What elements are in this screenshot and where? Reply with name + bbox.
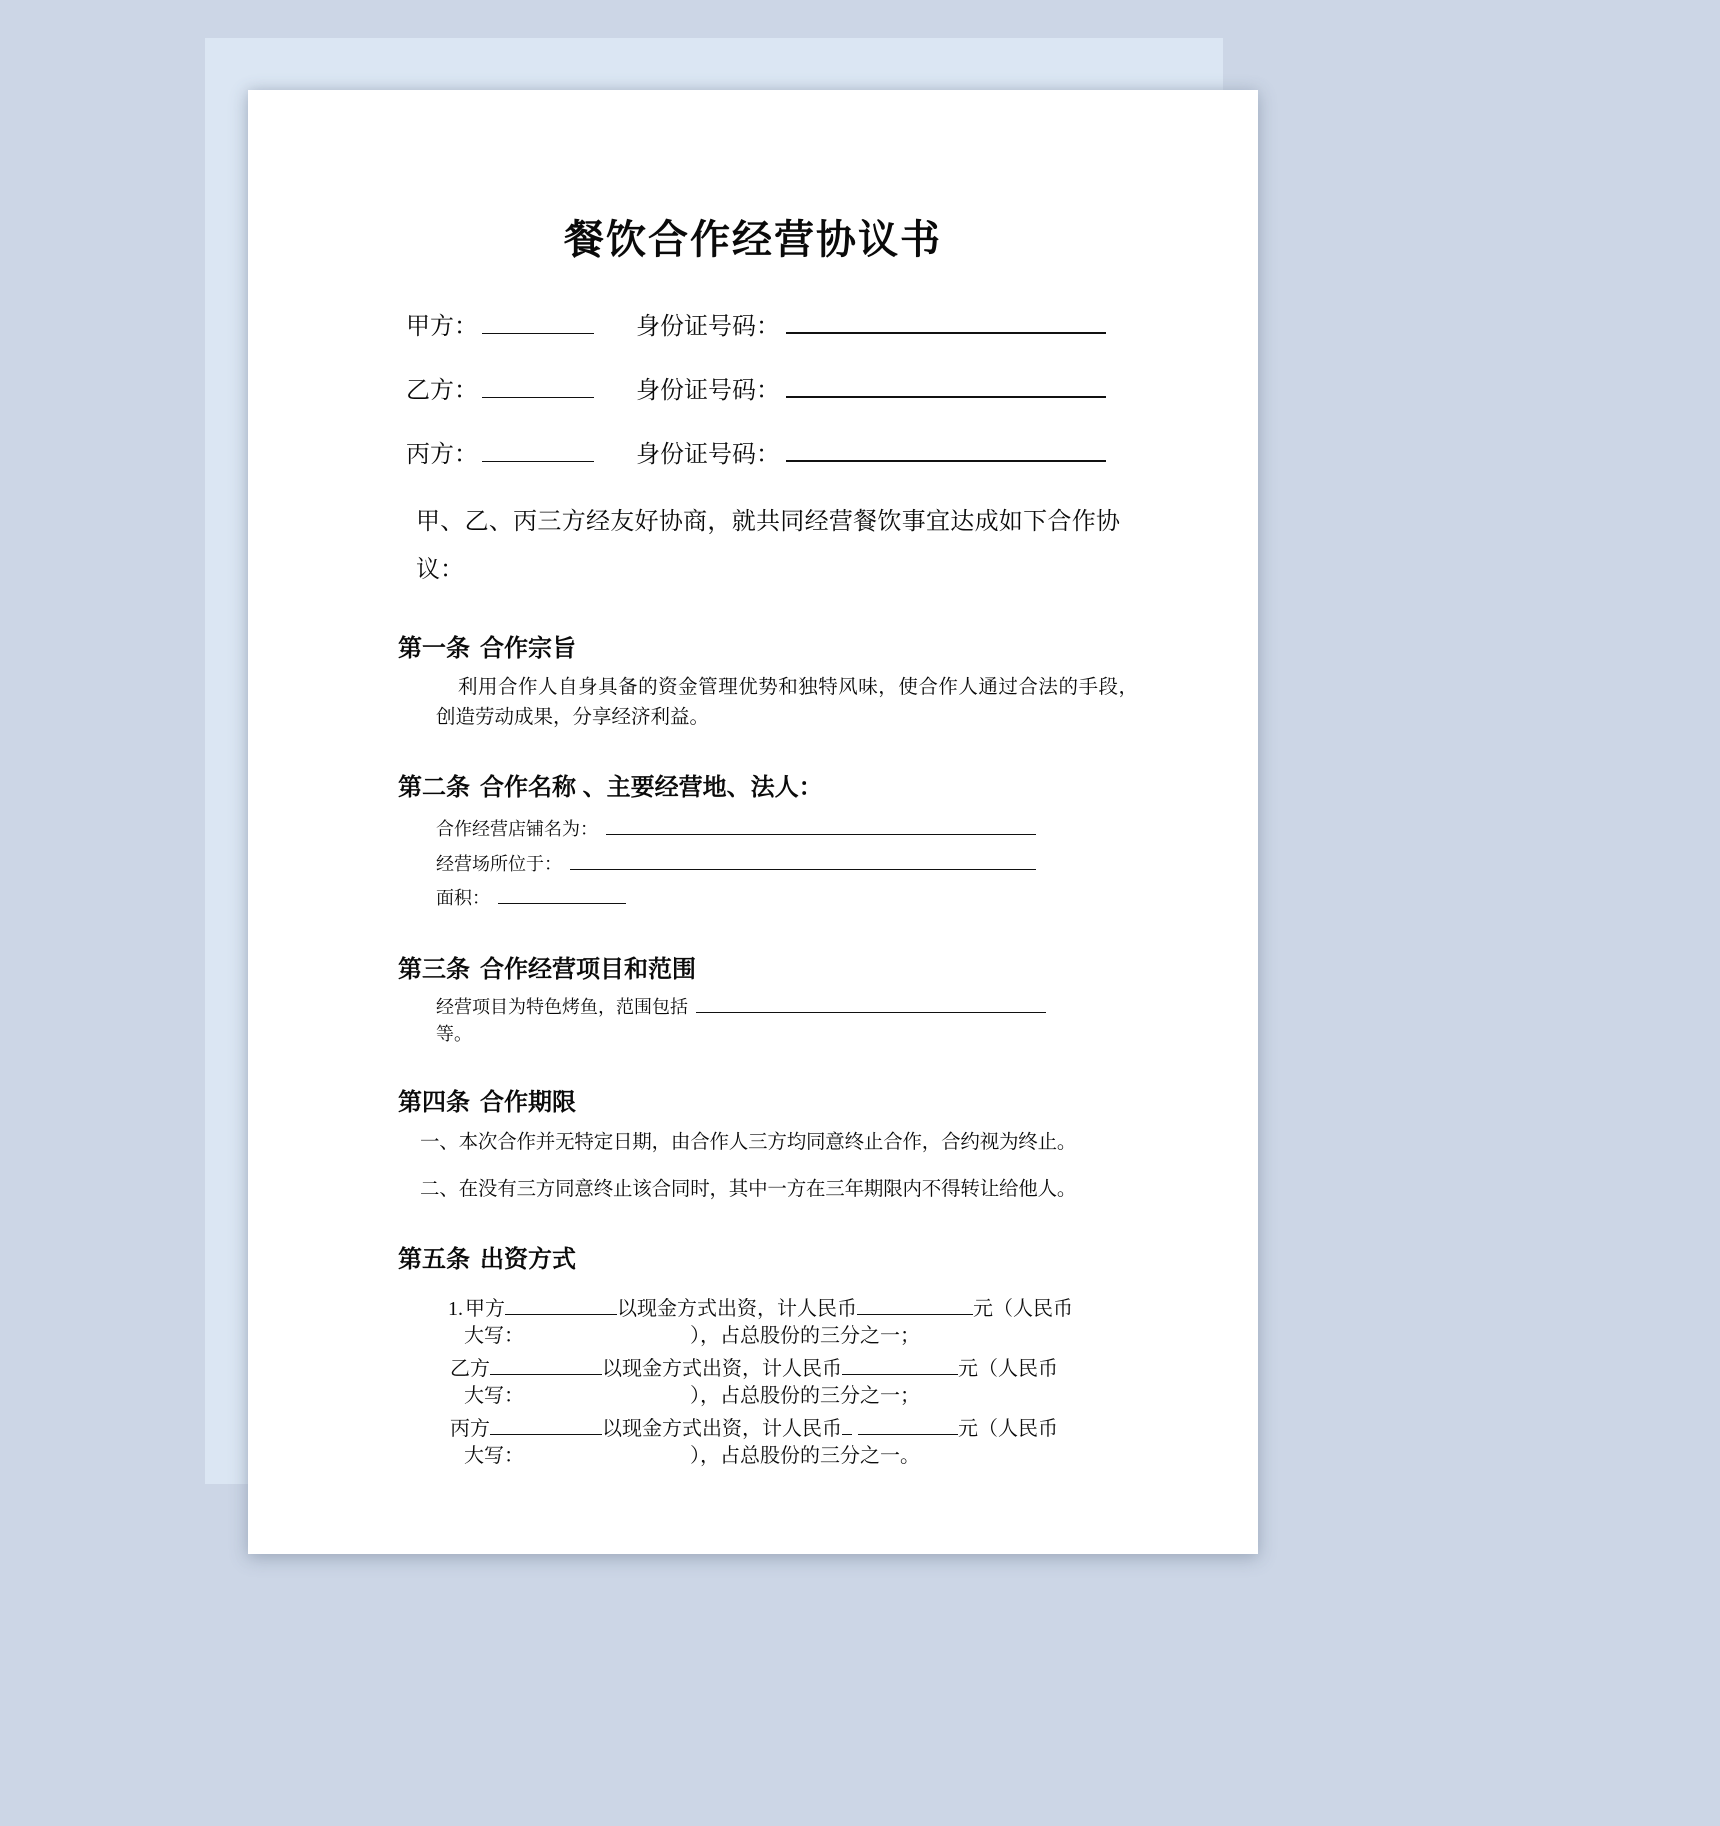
party-label-bing: 丙方： <box>406 442 478 468</box>
party-id-blank-yi[interactable] <box>786 372 1106 398</box>
contribution-jia-mid: 以现金方式出资，计人民币 <box>617 1298 857 1321</box>
contribution-jia-unit: 元（人民币 <box>973 1298 1073 1321</box>
section-heading-2 <box>248 767 1258 802</box>
contribution-bing-amount-blank-b[interactable] <box>858 1414 958 1435</box>
document-body <box>248 90 1258 1554</box>
intro-paragraph: 甲、乙、丙三方经友好协商，就共同经营餐饮事宜达成如下合作协议： <box>416 509 1120 583</box>
party-id-label-jia: 身份证号码： <box>636 314 780 340</box>
section-body-4 <box>248 1127 1258 1205</box>
party-row-jia <box>406 306 1228 341</box>
field-area <box>436 881 1178 915</box>
page-title: 餐饮合作经营协议书 <box>564 218 942 262</box>
contribution-bing-tail: ），占总股份的三分之一。 <box>690 1445 920 1468</box>
section-number-5: 第五条 <box>398 1246 470 1274</box>
clause-4-2: 二、在没有三方同意终止该合同时，其中一方在三年期限内不得转让给他人。 <box>420 1179 1077 1201</box>
party-label-yi: 乙方： <box>406 378 478 404</box>
field-area-label: 面积： <box>436 887 490 908</box>
contribution-yi-mid: 以现金方式出资，计人民币 <box>602 1358 842 1381</box>
contribution-jia-party: 甲方 <box>465 1298 505 1321</box>
section-title-2: 合作名称 、主要经营地、法人： <box>480 774 823 802</box>
contribution-bing-line1 <box>448 1412 1158 1441</box>
section-heading-3 <box>248 949 1258 984</box>
party-name-blank-yi[interactable] <box>482 373 594 398</box>
section-title-4: 合作期限 <box>480 1089 576 1116</box>
field-shop-name-label: 合作经营店铺名为： <box>436 819 598 840</box>
contribution-jia-name-blank[interactable] <box>505 1294 617 1315</box>
field-shop-name-blank[interactable] <box>606 816 1036 835</box>
field-location-blank[interactable] <box>570 851 1036 870</box>
section-heading-5 <box>248 1239 1258 1274</box>
section-body-1 <box>248 673 1258 733</box>
party-id-blank-bing[interactable] <box>786 436 1106 462</box>
contribution-bing-unit: 元（人民币 <box>958 1418 1058 1441</box>
section-number-3: 第三条 <box>398 956 470 983</box>
contribution-item-yi <box>448 1352 1158 1408</box>
party-name-blank-jia[interactable] <box>482 309 594 334</box>
contribution-yi-unit: 元（人民币 <box>958 1358 1058 1381</box>
contribution-bing-line2 <box>448 1439 1158 1468</box>
contribution-yi-caps-label: 大写： <box>464 1385 524 1408</box>
contribution-bing-party: 丙方 <box>450 1418 490 1441</box>
contribution-jia-line1 <box>448 1292 1158 1321</box>
section-title-1: 合作宗旨 <box>480 635 576 662</box>
section-number-2: 第二条 <box>398 774 470 802</box>
contribution-yi-line2 <box>448 1379 1158 1408</box>
section-body-3 <box>248 994 1258 1048</box>
section-title-5: 出资方式 <box>480 1246 576 1274</box>
party-name-blank-bing[interactable] <box>482 437 594 462</box>
scope-blank[interactable] <box>696 994 1046 1013</box>
field-area-blank[interactable] <box>498 885 626 904</box>
field-location <box>436 847 1178 881</box>
section-heading-1 <box>248 628 1258 663</box>
contribution-yi-tail: ），占总股份的三分之一； <box>690 1385 920 1408</box>
section-title-3: 合作经营项目和范围 <box>480 956 696 983</box>
contribution-jia-tail: ），占总股份的三分之一； <box>690 1325 920 1348</box>
section-body-2 <box>248 812 1258 915</box>
contribution-bing-name-blank[interactable] <box>490 1414 602 1435</box>
paper-sheet-front <box>248 90 1258 1554</box>
contribution-item-jia <box>448 1292 1158 1348</box>
contribution-yi-line1 <box>448 1352 1158 1381</box>
field-location-label: 经营场所位于： <box>436 853 562 874</box>
contribution-yi-party: 乙方 <box>450 1358 490 1381</box>
section-heading-4 <box>248 1082 1258 1117</box>
contribution-jia-caps-label: 大写： <box>464 1325 524 1348</box>
parties-block <box>248 306 1258 469</box>
contribution-bing-caps-label: 大写： <box>464 1445 524 1468</box>
contribution-jia-amount-blank[interactable] <box>857 1294 973 1315</box>
scope-suffix: 等。 <box>436 1024 472 1044</box>
contribution-bing-mid: 以现金方式出资，计人民币 <box>602 1418 842 1441</box>
party-row-yi <box>406 370 1228 405</box>
party-id-label-yi: 身份证号码： <box>636 378 780 404</box>
scope-line <box>436 994 1178 1021</box>
party-id-label-bing: 身份证号码： <box>636 442 780 468</box>
contribution-item-bing <box>448 1412 1158 1468</box>
contribution-jia-index: 1. <box>448 1298 463 1321</box>
section-number-4: 第四条 <box>398 1089 470 1116</box>
section-number-1: 第一条 <box>398 635 470 662</box>
section-1-paragraph: 利用合作人自身具备的资金管理优势和独特风味，使合作人通过合法的手段，创造劳动成果，分享经济利益。 <box>436 677 1138 729</box>
party-label-jia: 甲方： <box>406 314 478 340</box>
clause-4-1: 一、本次合作并无特定日期，由合作人三方均同意终止合作，合约视为终止。 <box>420 1132 1077 1153</box>
contribution-jia-line2 <box>448 1319 1158 1348</box>
contribution-yi-name-blank[interactable] <box>490 1354 602 1375</box>
scope-prefix: 经营项目为特色烤鱼，范围包括 <box>436 997 688 1017</box>
contribution-yi-amount-blank[interactable] <box>842 1354 958 1375</box>
section-body-5 <box>248 1292 1258 1468</box>
contribution-bing-amount-blank-a[interactable] <box>842 1414 852 1435</box>
party-id-blank-jia[interactable] <box>786 308 1106 334</box>
field-shop-name <box>436 812 1178 846</box>
party-row-bing <box>406 434 1228 469</box>
